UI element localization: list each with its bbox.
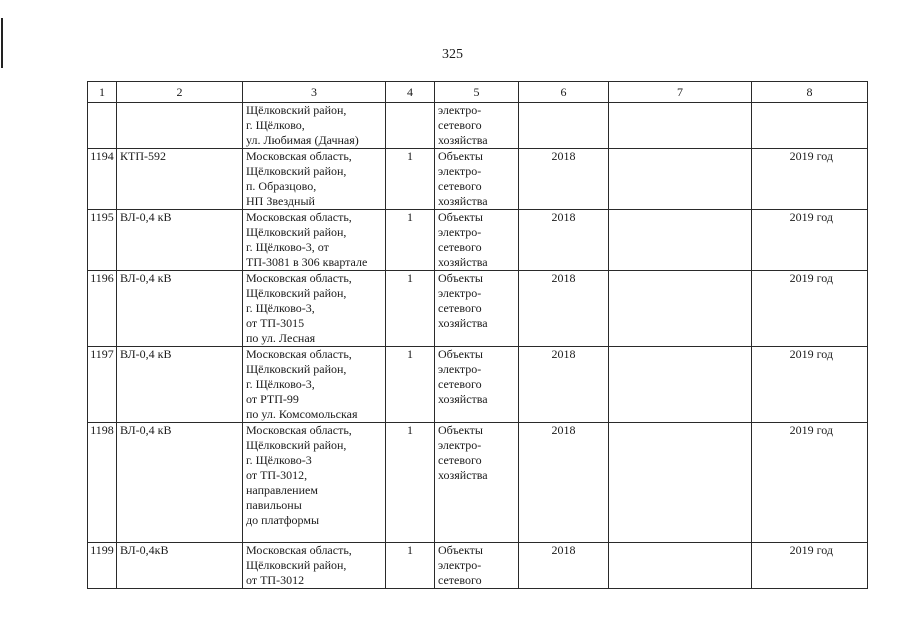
table-row xyxy=(88,423,868,543)
purpose-cell xyxy=(435,271,519,347)
year-cell: 2018 xyxy=(519,347,609,423)
cell-line: Московская область, xyxy=(246,347,352,361)
row-number-cell: 1197 xyxy=(88,347,117,423)
column-7-cell xyxy=(609,149,752,210)
year-cell: 2018 xyxy=(519,423,609,543)
table-row xyxy=(88,271,868,347)
cell-line: хозяйства xyxy=(438,133,488,147)
cell-line: Объекты xyxy=(438,271,483,285)
column-7-cell xyxy=(609,423,752,543)
register-table xyxy=(87,81,868,589)
cell-line: Щёлковский район, xyxy=(246,438,347,452)
cell-line: Щёлковский район, xyxy=(246,558,347,572)
object-name-cell xyxy=(117,103,243,149)
cell-line: электро- xyxy=(438,286,482,300)
table-row xyxy=(88,543,868,589)
cell-line: направлением xyxy=(246,483,318,497)
year-cell: 2018 xyxy=(519,210,609,271)
row-number-cell: 1198 xyxy=(88,423,117,543)
cell-line: Объекты xyxy=(438,347,483,361)
cell-line: Московская область, xyxy=(246,210,352,224)
header-cell: 4 xyxy=(386,82,435,103)
cell-line: Щёлковский район, xyxy=(246,362,347,376)
purpose-cell xyxy=(435,210,519,271)
cell-line: Московская область, xyxy=(246,543,352,557)
cell-line: г. Щёлково-3, xyxy=(246,377,315,391)
cell-line: от ТП-3012, xyxy=(246,468,308,482)
row-number-cell: 1196 xyxy=(88,271,117,347)
cell-line: г. Щёлково, xyxy=(246,118,305,132)
quantity-cell: 1 xyxy=(386,543,435,589)
cell-line: сетевого xyxy=(438,118,482,132)
year-cell xyxy=(519,103,609,149)
cell-line: электро- xyxy=(438,558,482,572)
header-cell: 3 xyxy=(243,82,386,103)
cell-line: Щёлковский район, xyxy=(246,103,347,117)
cell-line: Объекты xyxy=(438,423,483,437)
cell-line: сетевого xyxy=(438,573,482,587)
cell-line: Объекты xyxy=(438,543,483,557)
cell-line: от РТП-99 xyxy=(246,392,299,406)
header-cell: 5 xyxy=(435,82,519,103)
period-cell: 2019 год xyxy=(752,347,868,423)
period-cell xyxy=(752,103,868,149)
table-row xyxy=(88,149,868,210)
purpose-cell xyxy=(435,103,519,149)
period-cell: 2019 год xyxy=(752,271,868,347)
address-cell xyxy=(243,347,386,423)
cell-line: до платформы xyxy=(246,513,320,527)
header-row xyxy=(88,82,868,103)
cell-line: хозяйства xyxy=(438,255,488,269)
column-7-cell xyxy=(609,103,752,149)
quantity-cell: 1 xyxy=(386,423,435,543)
object-name-cell: КТП-592 xyxy=(117,149,243,210)
cell-line: сетевого xyxy=(438,377,482,391)
cell-line: электро- xyxy=(438,438,482,452)
purpose-cell xyxy=(435,347,519,423)
object-name-cell: ВЛ-0,4 кВ xyxy=(117,271,243,347)
cell-line: сетевого xyxy=(438,179,482,193)
cell-line: от ТП-3012 xyxy=(246,573,305,587)
address-cell xyxy=(243,271,386,347)
purpose-cell xyxy=(435,543,519,589)
cell-line: ул. Любимая (Дачная) xyxy=(246,133,359,147)
cell-line: по ул. Комсомольская xyxy=(246,407,358,421)
cell-line: хозяйства xyxy=(438,316,488,330)
column-7-cell xyxy=(609,347,752,423)
cell-line: хозяйства xyxy=(438,392,488,406)
column-7-cell xyxy=(609,543,752,589)
address-cell xyxy=(243,423,386,543)
header-cell: 2 xyxy=(117,82,243,103)
period-cell: 2019 год xyxy=(752,149,868,210)
cell-line: НП Звездный xyxy=(246,194,315,208)
table-body xyxy=(88,82,868,589)
cell-line: Щёлковский район, xyxy=(246,225,347,239)
address-cell xyxy=(243,149,386,210)
page-number: 325 xyxy=(442,47,463,62)
cell-line: Щёлковский район, xyxy=(246,164,347,178)
object-name-cell: ВЛ-0,4 кВ xyxy=(117,423,243,543)
purpose-cell xyxy=(435,149,519,210)
address-cell xyxy=(243,210,386,271)
quantity-cell: 1 xyxy=(386,149,435,210)
quantity-cell: 1 xyxy=(386,347,435,423)
cell-line: Московская область, xyxy=(246,423,352,437)
year-cell: 2018 xyxy=(519,271,609,347)
table-row xyxy=(88,210,868,271)
cell-line: Московская область, xyxy=(246,271,352,285)
header-cell: 1 xyxy=(88,82,117,103)
table-row xyxy=(88,103,868,149)
cell-line: г. Щёлково-3, xyxy=(246,301,315,315)
header-cell: 8 xyxy=(752,82,868,103)
row-number-cell: 1199 xyxy=(88,543,117,589)
quantity-cell: 1 xyxy=(386,271,435,347)
column-7-cell xyxy=(609,210,752,271)
cell-line: электро- xyxy=(438,164,482,178)
cell-line: ТП-3081 в 306 квартале xyxy=(246,255,368,269)
row-number-cell: 1195 xyxy=(88,210,117,271)
quantity-cell: 1 xyxy=(386,210,435,271)
address-cell xyxy=(243,543,386,589)
cell-line: электро- xyxy=(438,362,482,376)
header-cell: 6 xyxy=(519,82,609,103)
cell-line: г. Щёлково-3, от xyxy=(246,240,329,254)
cell-line: Объекты xyxy=(438,149,483,163)
cell-line: хозяйства xyxy=(438,468,488,482)
row-number-cell: 1194 xyxy=(88,149,117,210)
object-name-cell: ВЛ-0,4 кВ xyxy=(117,347,243,423)
cell-line: Объекты xyxy=(438,210,483,224)
row-number-cell xyxy=(88,103,117,149)
period-cell: 2019 год xyxy=(752,210,868,271)
cell-line: электро- xyxy=(438,103,482,117)
year-cell: 2018 xyxy=(519,149,609,210)
cell-line: Московская область, xyxy=(246,149,352,163)
cell-line: сетевого xyxy=(438,301,482,315)
period-cell: 2019 год xyxy=(752,423,868,543)
header-cell: 7 xyxy=(609,82,752,103)
cell-line: сетевого xyxy=(438,240,482,254)
column-7-cell xyxy=(609,271,752,347)
year-cell: 2018 xyxy=(519,543,609,589)
address-cell xyxy=(243,103,386,149)
cell-line: электро- xyxy=(438,225,482,239)
table-row xyxy=(88,347,868,423)
cell-line: Щёлковский район, xyxy=(246,286,347,300)
cell-line: по ул. Лесная xyxy=(246,331,316,345)
cell-line: павильоны xyxy=(246,498,302,512)
cell-line: сетевого xyxy=(438,453,482,467)
purpose-cell xyxy=(435,423,519,543)
cell-line: г. Щёлково-3 xyxy=(246,453,312,467)
object-name-cell: ВЛ-0,4 кВ xyxy=(117,210,243,271)
object-name-cell: ВЛ-0,4кВ xyxy=(117,543,243,589)
cell-line: от ТП-3015 xyxy=(246,316,305,330)
cell-line: хозяйства xyxy=(438,194,488,208)
period-cell: 2019 год xyxy=(752,543,868,589)
quantity-cell xyxy=(386,103,435,149)
cell-line: п. Образцово, xyxy=(246,179,317,193)
